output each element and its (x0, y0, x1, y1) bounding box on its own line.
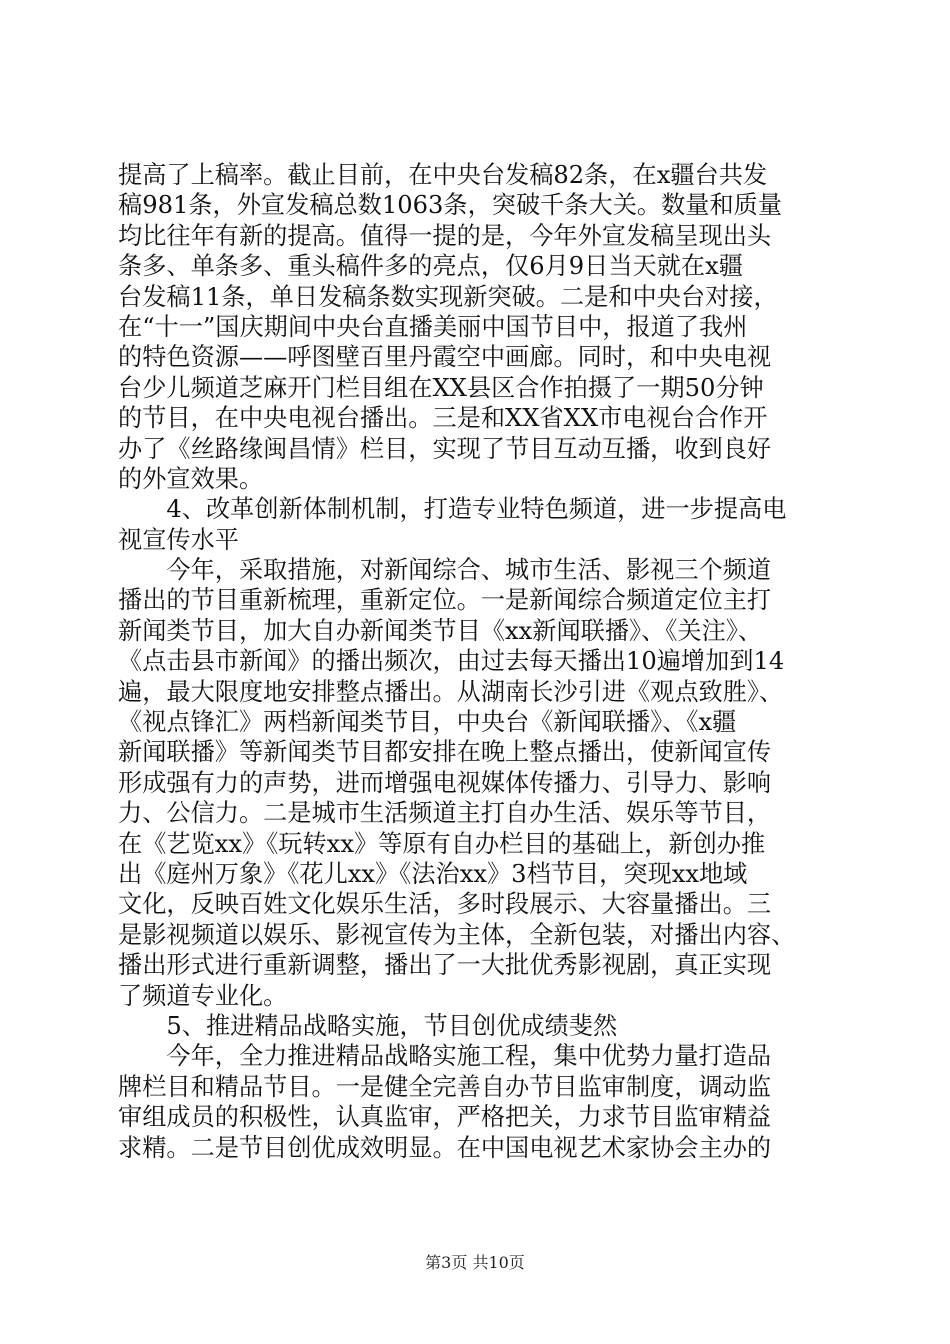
text-line: 台少儿频道芝麻开门栏目组在XX县区合作拍摄了一期50分钟 (118, 373, 764, 402)
section-heading-line: 视宣传水平 (118, 525, 239, 554)
text-line: 形成强有力的声势，进而增强电视媒体传播力、引导力、影响 (118, 768, 772, 797)
text-line: 今年，全力推进精品战略实施工程，集中优势力量打造品 (118, 1042, 772, 1071)
text-line: 条多、单条多、重头稿件多的亮点，仅6月9日当天就在x疆 (118, 252, 743, 281)
text-line: 今年，采取措施，对新闻综合、城市生活、影视三个频道 (118, 556, 772, 585)
text-line: 播出形式进行重新调整，播出了一大批优秀影视剧，真正实现 (118, 951, 772, 980)
text-line: 牌栏目和精品节目。一是健全完善自办节目监审制度，调动监 (118, 1072, 772, 1101)
text-line: 均比往年有新的提高。值得一提的是，今年外宣发稿呈现出头 (118, 221, 772, 250)
text-line: 《点击县市新闻》的播出频次，由过去每天播出10遍增加到14 (118, 647, 785, 676)
text-line: 《视点锋汇》两档新闻类节目，中央台《新闻联播》、《x疆 (118, 708, 737, 737)
text-line: 遍，最大限度地安排整点播出。从湖南长沙引进《观点致胜》、 (118, 677, 784, 706)
text-line: 办了《丝路缘闽昌情》栏目，实现了节目互动互播，收到良好 (118, 434, 772, 463)
section-heading-line: 5、推进精品战略实施，节目创优成绩斐然 (118, 1011, 618, 1040)
text-line: 在《艺览xx》《玩转xx》等原有自办栏目的基础上，新创办推 (118, 829, 766, 858)
text-line: 求精。二是节目创优成效明显。在中国电视艺术家协会主办的 (118, 1133, 772, 1162)
text-line: 了频道专业化。 (118, 981, 288, 1010)
text-line: 新闻联播》等新闻类节目都安排在晚上整点播出，使新闻宣传 (118, 738, 772, 767)
text-line: 的特色资源——呼图壁百里丹霞空中画廊。同时，和中央电视 (118, 343, 772, 372)
text-line: 在“十一”国庆期间中央台直播美丽中国节目中，报道了我州 (118, 312, 748, 341)
text-line: 审组成员的积极性，认真监审，严格把关，力求节目监审精益 (118, 1103, 772, 1132)
body-text (118, 160, 838, 1163)
text-line: 文化，反映百姓文化娱乐生活，多时段展示、大容量播出。三 (118, 890, 772, 919)
text-line: 力、公信力。二是城市生活频道主打自办生活、娱乐等节目， (118, 799, 772, 828)
text-line: 提高了上稿率。截止目前，在中央台发稿82条，在x疆台共发 (118, 161, 768, 189)
text-line: 的节目，在中央电视台播出。三是和XX省XX市电视台合作开 (118, 404, 768, 433)
text-line: 台发稿11条，单日发稿条数实现新突破。二是和中央台对接， (118, 282, 778, 311)
text-line: 播出的节目重新梳理，重新定位。一是新闻综合频道定位主打 (118, 586, 772, 615)
text-line: 新闻类节目，加大自办新闻类节目《xx新闻联播》、《关注》、 (118, 616, 763, 645)
text-line: 稿981条，外宣发稿总数1063条，突破千条大关。数量和质量 (118, 191, 783, 220)
text-line: 是影视频道以娱乐、影视宣传为主体，全新包装，对播出内容、 (118, 920, 796, 949)
page-indicator: 第3页 共10页 (425, 1253, 525, 1272)
text-line: 出《庭州万象》《花儿xx》《法治xx》3档节目，突现xx地域 (118, 859, 748, 888)
text-line: 的外宣效果。 (118, 464, 264, 493)
section-heading-line: 4、改革创新体制机制，打造专业特色频道，进一步提高电 (118, 495, 787, 524)
